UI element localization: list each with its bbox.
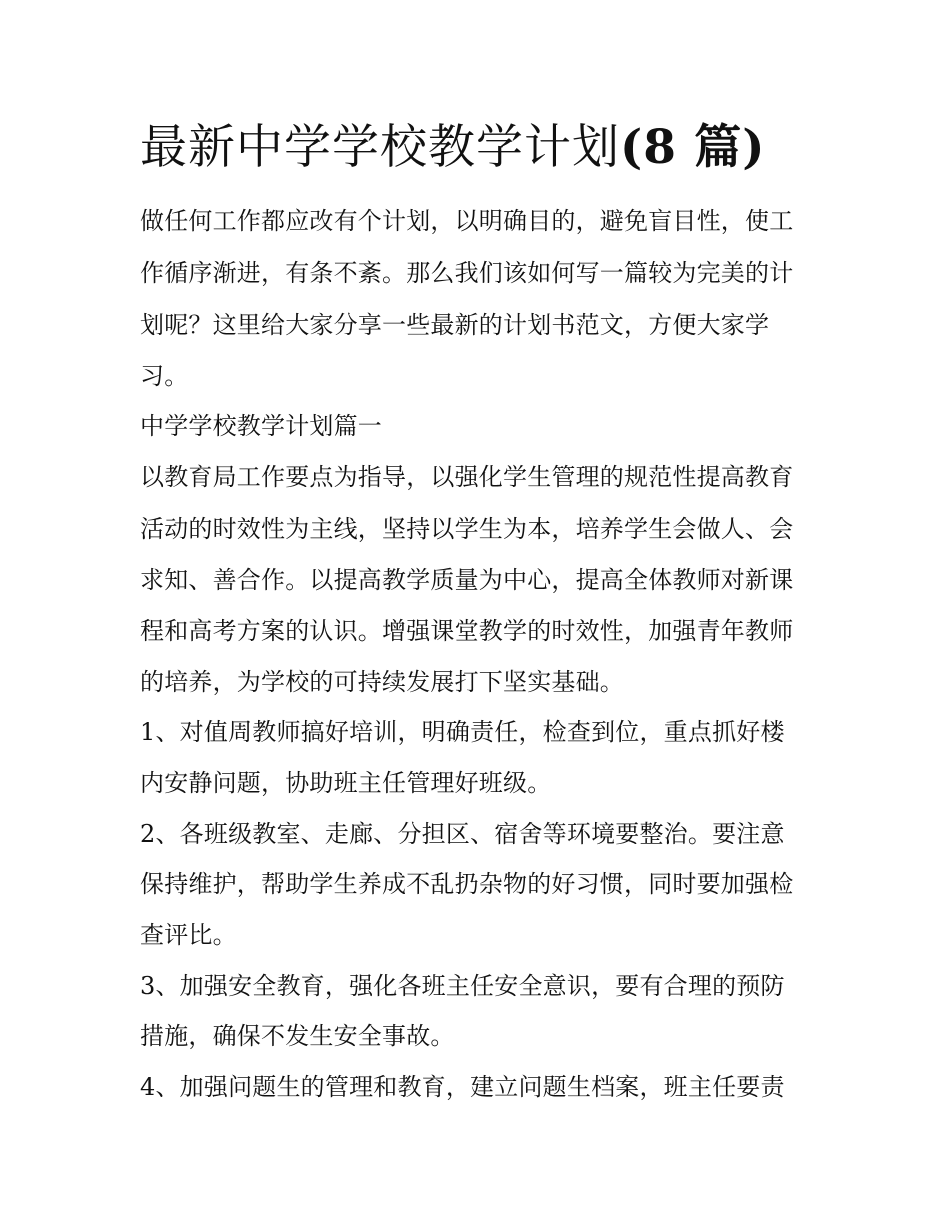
- list-item-2-line-2: 保持维护，帮助学生养成不乱扔杂物的好习惯，同时要加强检: [140, 870, 794, 898]
- document-title: [140, 112, 840, 184]
- list-item-2-line-1: 2、各班级教室、走廊、分担区、宿舍等环境要整治。要注意: [140, 820, 785, 848]
- list-item-2-line-3: 查评比。: [140, 921, 237, 949]
- list-item-3-line-2: 措施，确保不发生安全事故。: [140, 1022, 455, 1050]
- body-line-5: 的培养，为学校的可持续发展打下坚实基础。: [140, 668, 624, 696]
- list-item-1-line-1: 1、对值周教师搞好培训，明确责任，检查到位，重点抓好楼: [140, 718, 785, 746]
- body-line-1: 以教育局工作要点为指导，以强化学生管理的规范性提高教育: [140, 463, 794, 491]
- intro-line-4: 习。: [140, 362, 189, 390]
- list-item-4-line-1: 4、加强问题生的管理和教育，建立问题生档案，班主任要责: [140, 1073, 785, 1101]
- title-main-text: 最新中学学校教学计划: [140, 120, 620, 175]
- intro-line-3: 划呢？这里给大家分享一些最新的计划书范文，方便大家学: [140, 311, 770, 339]
- list-item-3-line-1: 3、加强安全教育，强化各班主任安全意识，要有合理的预防: [140, 972, 785, 1000]
- body-line-4: 程和高考方案的认识。增强课堂教学的时效性，加强青年教师: [140, 617, 794, 645]
- title-suffix-text: (8 篇): [620, 120, 766, 175]
- list-item-1-line-2: 内安静问题，协助班主任管理好班级。: [140, 769, 552, 797]
- body-line-2: 活动的时效性为主线，坚持以学生为本，培养学生会做人、会: [140, 515, 794, 543]
- intro-line-1: 做任何工作都应改有个计划，以明确目的，避免盲目性，使工: [140, 207, 794, 235]
- intro-line-2: 作循序渐进，有条不紊。那么我们该如何写一篇较为完美的计: [140, 259, 794, 287]
- section-heading: 中学学校教学计划篇一: [140, 412, 382, 440]
- body-line-3: 求知、善合作。以提高教学质量为中心，提高全体教师对新课: [140, 566, 794, 594]
